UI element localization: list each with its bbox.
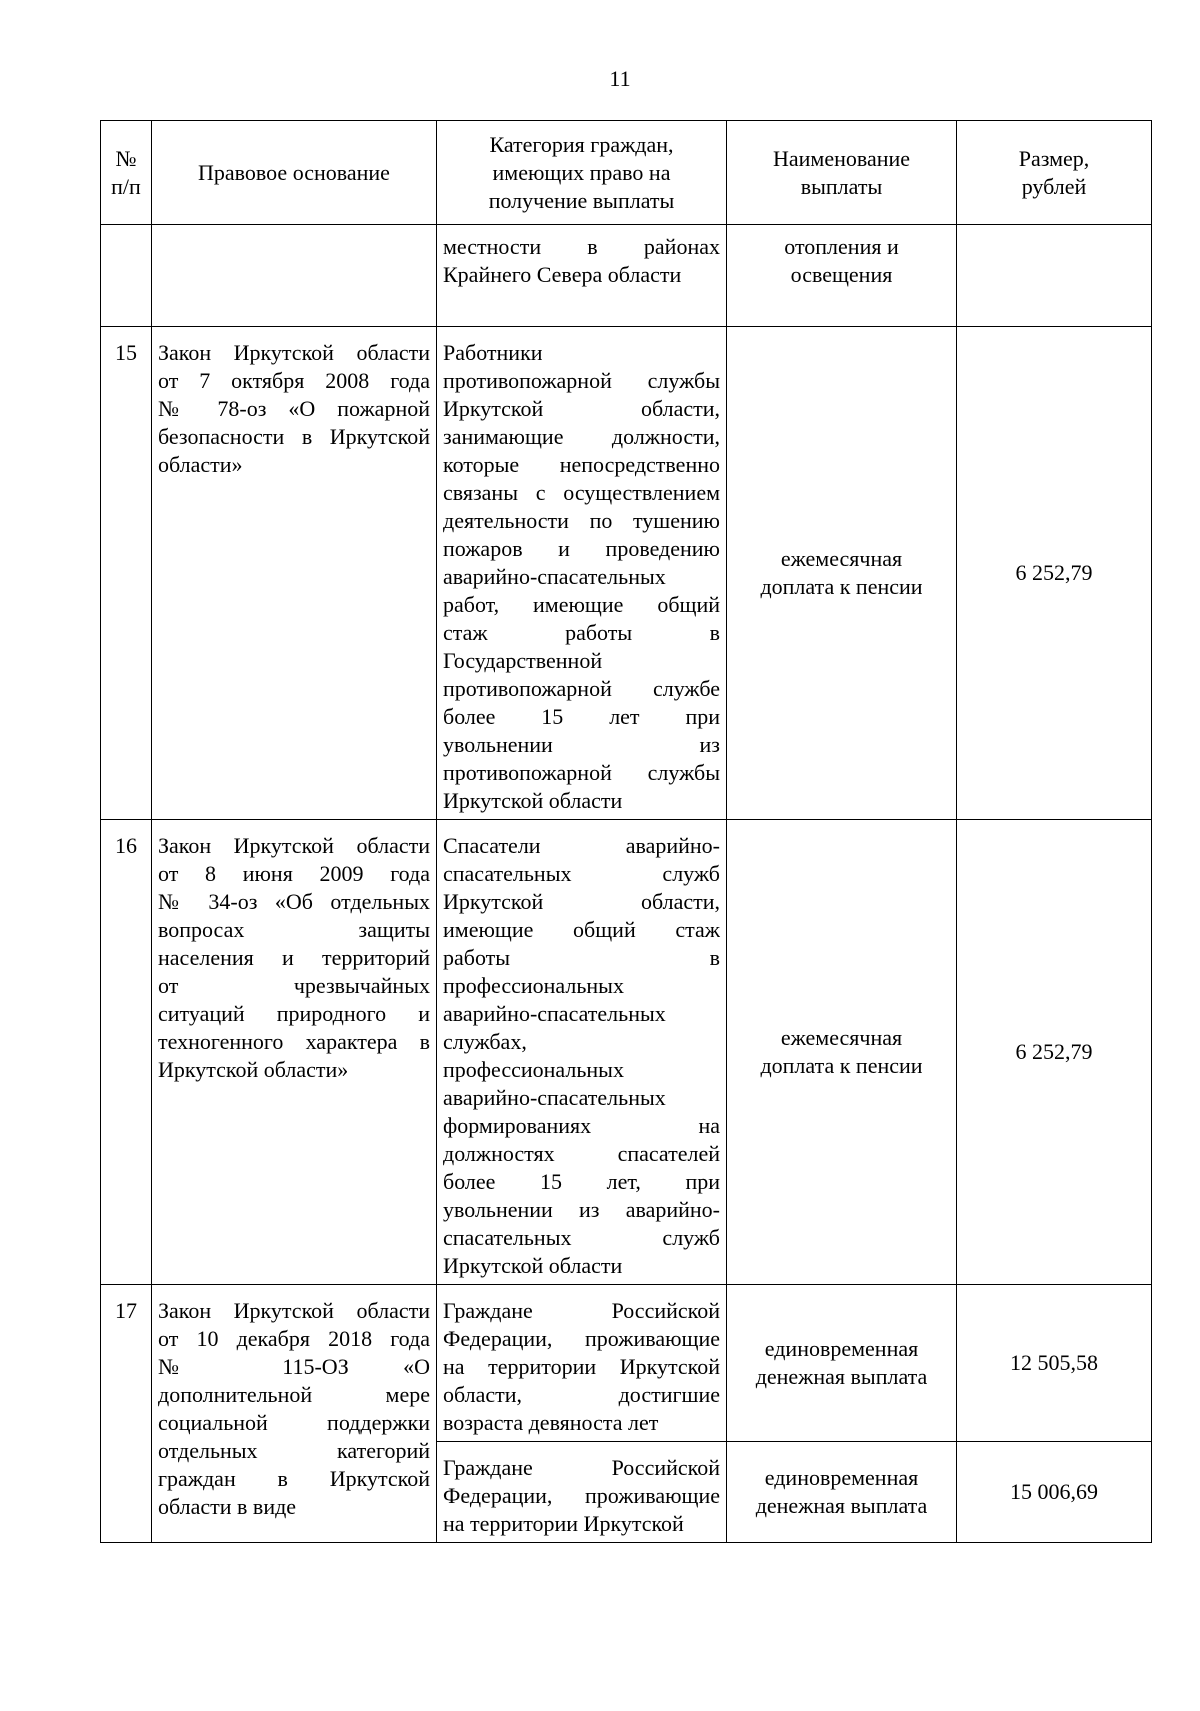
header-legal-basis: Правовое основание bbox=[152, 121, 437, 225]
amount-cell bbox=[957, 225, 1152, 327]
table-row bbox=[101, 820, 1152, 1285]
legal-basis-cell bbox=[152, 225, 437, 327]
text-line: граждан в Иркутской bbox=[158, 1466, 430, 1491]
text-line: № 115-ОЗ «О bbox=[158, 1354, 430, 1379]
text-line: Государственной bbox=[443, 648, 603, 673]
text-line: Закон Иркутской области bbox=[158, 1298, 430, 1323]
text-line: № 78-оз «О пожарной bbox=[158, 396, 430, 421]
text-line: службах, bbox=[443, 1029, 527, 1054]
payment-name-cell: отопления и освещения bbox=[727, 225, 957, 327]
text-line: связаны с осуществлением bbox=[443, 480, 720, 505]
header-num: № п/п bbox=[101, 121, 152, 225]
text-line: стаж работы в bbox=[443, 620, 720, 645]
text-line: местности в районах bbox=[443, 234, 720, 259]
text-line: Иркутской области, bbox=[443, 889, 720, 914]
text-line: дополнительной мере bbox=[158, 1382, 430, 1407]
text-line: области» bbox=[158, 452, 243, 477]
payment-name-cell: ежемесячная доплата к пенсии bbox=[727, 820, 957, 1285]
text-line: Закон Иркутской области bbox=[158, 833, 430, 858]
table-row bbox=[101, 225, 1152, 327]
text-line: спасательных служб bbox=[443, 861, 720, 886]
text-line: противопожарной службе bbox=[443, 676, 720, 701]
category-cell bbox=[437, 1442, 727, 1543]
text-line: Крайнего Севера области bbox=[443, 262, 682, 287]
text-line: имеющие общий стаж bbox=[443, 917, 720, 942]
category-cell bbox=[437, 225, 727, 327]
amount-cell: 6 252,79 bbox=[957, 820, 1152, 1285]
text-line: увольнении из bbox=[443, 732, 720, 757]
text-line: на территории Иркутской bbox=[443, 1511, 684, 1536]
text-line: Граждане Российской bbox=[443, 1298, 720, 1323]
text-line: Закон Иркутской области bbox=[158, 340, 430, 365]
text-line: более 15 лет при bbox=[443, 704, 720, 729]
row-number: 17 bbox=[101, 1285, 152, 1543]
text-line: увольнении из аварийно- bbox=[443, 1197, 720, 1222]
text-line: противопожарной службы bbox=[443, 760, 720, 785]
text-line: пожаров и проведению bbox=[443, 536, 720, 561]
table-row bbox=[101, 1285, 1152, 1442]
text-line: профессиональных bbox=[443, 973, 624, 998]
amount-cell: 12 505,58 bbox=[957, 1285, 1152, 1442]
text-line: социальной поддержки bbox=[158, 1410, 430, 1435]
text-line: формированиях на bbox=[443, 1113, 720, 1138]
payment-name-cell: единовременная денежная выплата bbox=[727, 1285, 957, 1442]
text-line: отдельных категорий bbox=[158, 1438, 430, 1463]
text-line: которые непосредственно bbox=[443, 452, 720, 477]
text-line: Иркутской области, bbox=[443, 396, 720, 421]
text-line: аварийно-спасательных bbox=[443, 1001, 666, 1026]
text-line: техногенного характера в bbox=[158, 1029, 430, 1054]
table-row bbox=[101, 327, 1152, 820]
text-line: Федерации, проживающие bbox=[443, 1483, 720, 1508]
text-line: Граждане Российской bbox=[443, 1455, 720, 1480]
page-number: 11 bbox=[609, 66, 631, 91]
text-line: Иркутской области bbox=[443, 788, 623, 813]
text-line: на территории Иркутской bbox=[443, 1354, 720, 1379]
text-line: № 34-оз «Об отдельных bbox=[158, 889, 430, 914]
text-line: аварийно-спасательных bbox=[443, 1085, 666, 1110]
payments-table bbox=[100, 120, 1152, 1543]
text-line: работы в bbox=[443, 945, 720, 970]
text-line: аварийно-спасательных bbox=[443, 564, 666, 589]
text-line: от 7 октября 2008 года bbox=[158, 368, 430, 393]
text-line: ситуаций природного и bbox=[158, 1001, 430, 1026]
text-line: Федерации, проживающие bbox=[443, 1326, 720, 1351]
text-line: спасательных служб bbox=[443, 1225, 720, 1250]
header-payment-name: Наименование выплаты bbox=[727, 121, 957, 225]
legal-basis-cell bbox=[152, 327, 437, 820]
text-line: области в виде bbox=[158, 1494, 297, 1519]
text-line: от 10 декабря 2018 года bbox=[158, 1326, 430, 1351]
text-line: Спасатели аварийно- bbox=[443, 833, 720, 858]
text-line: должностях спасателей bbox=[443, 1141, 720, 1166]
text-line: деятельности по тушению bbox=[443, 508, 720, 533]
text-line: занимающие должности, bbox=[443, 424, 720, 449]
table-header-row bbox=[101, 121, 1152, 225]
text-line: профессиональных bbox=[443, 1057, 624, 1082]
text-line: населения и территорий bbox=[158, 945, 430, 970]
text-line: работ, имеющие общий bbox=[443, 592, 720, 617]
row-number: 16 bbox=[101, 820, 152, 1285]
text-line: от 8 июня 2009 года bbox=[158, 861, 430, 886]
row-number bbox=[101, 225, 152, 327]
header-amount: Размер, рублей bbox=[957, 121, 1152, 225]
amount-cell: 6 252,79 bbox=[957, 327, 1152, 820]
text-line: возраста девяноста лет bbox=[443, 1410, 659, 1435]
text-line: безопасности в Иркутской bbox=[158, 424, 430, 449]
legal-basis-cell bbox=[152, 820, 437, 1285]
text-line: противопожарной службы bbox=[443, 368, 720, 393]
amount-cell: 15 006,69 bbox=[957, 1442, 1152, 1543]
text-line: более 15 лет, при bbox=[443, 1169, 720, 1194]
row-number: 15 bbox=[101, 327, 152, 820]
legal-basis-cell bbox=[152, 1285, 437, 1543]
text-line: области, достигшие bbox=[443, 1382, 720, 1407]
text-line: Иркутской области» bbox=[158, 1057, 349, 1082]
text-line: Иркутской области bbox=[443, 1253, 623, 1278]
category-cell bbox=[437, 820, 727, 1285]
category-cell bbox=[437, 327, 727, 820]
header-category: Категория граждан, имеющих право на получение выплаты bbox=[437, 121, 727, 225]
text-line: Работники bbox=[443, 340, 543, 365]
text-line: вопросах защиты bbox=[158, 917, 430, 942]
text-line: от чрезвычайных bbox=[158, 973, 430, 998]
category-cell bbox=[437, 1285, 727, 1442]
payment-name-cell: ежемесячная доплата к пенсии bbox=[727, 327, 957, 820]
payment-name-cell: единовременная денежная выплата bbox=[727, 1442, 957, 1543]
